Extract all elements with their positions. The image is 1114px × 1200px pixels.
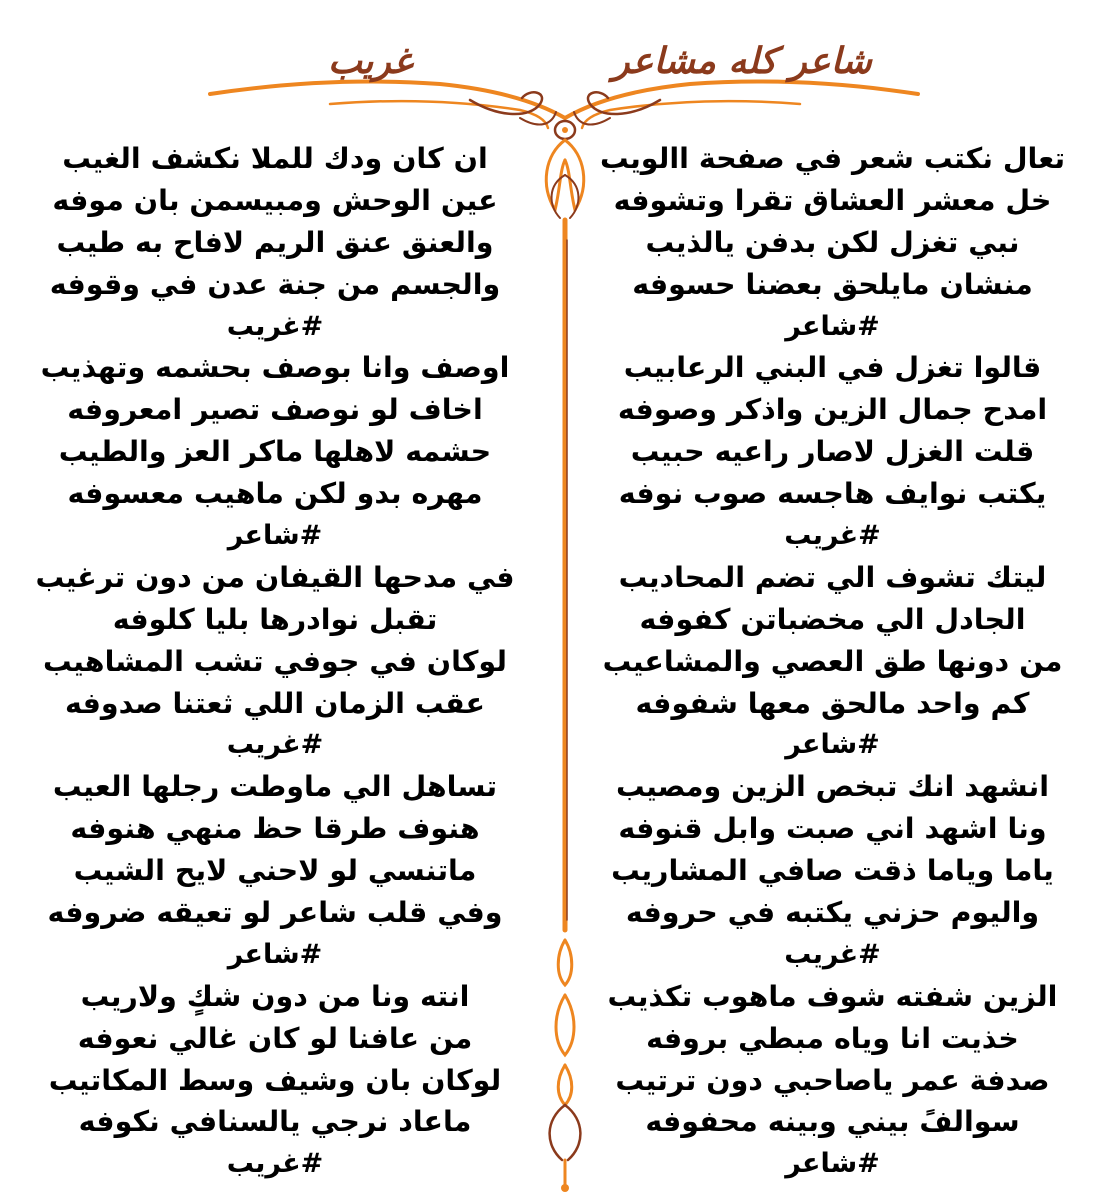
poem-line: الزين شفته شوف ماهوب تكذيب xyxy=(607,979,1058,1013)
poem-line: تساهل الي ماوطت رجلها العيب xyxy=(52,770,498,804)
poem-line: سوالفً بيني وبينه محفوفه xyxy=(645,1105,1020,1139)
poem-line: لوكان بان وشيف وسط المكاتيب xyxy=(48,1063,502,1097)
poem-line: من دونها طق العصي والمشاعيب xyxy=(602,644,1063,678)
poem-line: عقب الزمان اللي ثعتنا صدوفه xyxy=(64,686,486,720)
poem-line: انته ونا من دون شكٍ ولاريب xyxy=(80,979,470,1013)
poem-line: والجسم من جنة عدن في وقوفه xyxy=(49,267,501,301)
poet-hashtag: #غريب xyxy=(226,1148,324,1180)
poem-line: كم واحد مالحق معها شفوفه xyxy=(635,686,1030,720)
poem-line: مهره بدو لكن ماهيب معسوفه xyxy=(67,477,483,511)
poet-hashtag: #شاعر xyxy=(785,1148,880,1180)
poem-column-left xyxy=(30,138,520,1185)
tail-dot xyxy=(561,1184,569,1192)
heading-left-poet: غريب xyxy=(327,40,413,82)
poem-line: صدفة عمر ياصاحبي دون ترتيب xyxy=(615,1063,1050,1097)
poem-line: الجادل الي مخضباتن كفوفه xyxy=(639,602,1026,636)
poem-line: هنوف طرقا حظ منهي هنوفه xyxy=(70,812,480,846)
poet-hashtag: #شاعر xyxy=(227,520,323,552)
poem-line: ونا اشهد اني صبت وابل قنوفه xyxy=(618,812,1047,846)
poem-line: ماعاد نرجي يالسنافي نكوفه xyxy=(78,1105,472,1139)
poem-column-right xyxy=(570,138,1095,1185)
poem-line: خل معشر العشاق تقرا وتشوفه xyxy=(613,183,1052,217)
poem-line: انشهد انك تبخص الزين ومصيب xyxy=(616,770,1049,804)
poem-line: يكتب نوايف هاجسه صوب نوفه xyxy=(618,477,1047,511)
poet-hashtag: #غريب xyxy=(784,520,881,552)
poem-line: من عافنا لو كان غالي نعوفه xyxy=(77,1021,473,1055)
poem-line: قالوا تغزل في البني الرعابيب xyxy=(623,351,1042,385)
poem-line: والعنق عنق الريم لافاح به طيب xyxy=(56,225,494,259)
poem-line: في مدحها القيفان من دون ترغيب xyxy=(35,560,515,594)
poet-hashtag: #غريب xyxy=(784,938,881,970)
poet-hashtag: #غريب xyxy=(226,729,324,761)
poet-hashtag: #شاعر xyxy=(785,729,880,761)
poem-line: منشان مايلحق بعضنا حسوفه xyxy=(632,267,1033,301)
poem-line: ياما وياما ذقت صافي المشاريب xyxy=(611,854,1054,888)
header-swash-left xyxy=(210,82,565,118)
poem-line: واليوم حزني يكتبه في حروفه xyxy=(625,896,1040,930)
poem-line: لوكان في جوفي تشب المشاهيب xyxy=(43,644,507,678)
poem-line: ان كان ودك للملا نكشف الغيب xyxy=(62,142,488,175)
poem-line: اخاف لو نوصف تصير امعروفه xyxy=(67,393,483,427)
poet-hashtag: #شاعر xyxy=(785,310,880,342)
poem-line: ليتك تشوف الي تضم المحاديب xyxy=(618,560,1047,594)
header-swash-right xyxy=(565,82,918,118)
poem-line: حشمه لاهلها ماكر العز والطيب xyxy=(58,435,492,469)
poem-line: ماتنسي لو لاحني لايح الشيب xyxy=(73,854,477,888)
poem-line: امدح جمال الزين واذكر وصوفه xyxy=(617,393,1048,427)
poem-line: نبي تغزل لكن بدفن يالذيب xyxy=(645,225,1020,259)
poem-line: تقبل نوادرها بليا كلوفه xyxy=(112,602,438,636)
poet-hashtag: #غريب xyxy=(226,310,324,342)
poem-line: وفي قلب شاعر لو تعيقه ضروفه xyxy=(47,896,503,930)
poet-hashtag: #شاعر xyxy=(227,938,323,970)
poem-line: خذيت انا وياه مبطي بروفه xyxy=(646,1021,1019,1055)
heading-right-poet: شاعر كله مشاعر xyxy=(612,40,872,82)
lower-curl-left xyxy=(550,1105,565,1160)
poem-line: قلت الغزل لاصار راعيه حبيب xyxy=(630,435,1035,469)
poem-line: تعال نكتب شعر في صفحة االويب xyxy=(599,142,1066,175)
poem-line: اوصف وانا بوصف بحشمه وتهذيب xyxy=(40,351,510,385)
upper-flourish-left xyxy=(546,140,565,210)
knot-dot xyxy=(562,127,568,133)
poem-line: عين الوحش ومبيسمن بان موفه xyxy=(52,183,498,217)
